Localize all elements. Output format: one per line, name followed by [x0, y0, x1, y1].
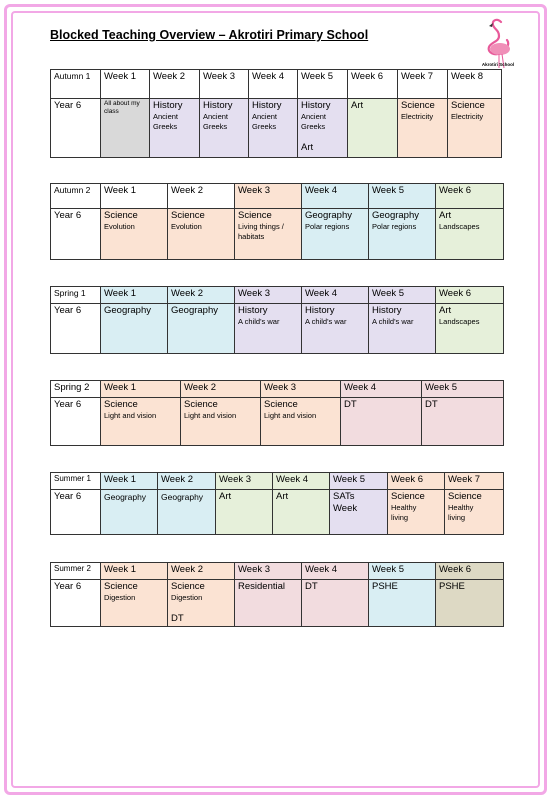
week-header: Week 4 — [341, 381, 422, 398]
week-header: Week 5 — [298, 70, 348, 99]
week-header: Week 6 — [436, 287, 504, 304]
week-header: Week 1 — [101, 287, 168, 304]
week-cell: DT — [341, 398, 422, 446]
week-cell: DT — [422, 398, 504, 446]
week-cell: Art Landscapes — [436, 304, 504, 354]
week-cell: SATs Week — [330, 490, 388, 535]
week-cell: Geography Polar regions — [302, 209, 369, 260]
week-cell: History A child's war — [369, 304, 436, 354]
week-header: Week 3 — [216, 473, 273, 490]
week-cell: Geography — [158, 490, 216, 535]
week-header: Week 7 — [445, 473, 504, 490]
week-cell: History Ancient Greeks Art — [298, 99, 348, 158]
week-header: Week 5 — [369, 563, 436, 580]
week-cell: DT — [302, 580, 369, 627]
year-label: Year 6 — [51, 209, 101, 260]
week-cell: Science Healthy living — [445, 490, 504, 535]
week-header: Week 6 — [436, 184, 504, 209]
week-cell: Science Digestion DT — [168, 580, 235, 627]
week-cell: History Ancient Greeks — [249, 99, 298, 158]
week-cell: Geography — [101, 490, 158, 535]
week-cell: Science Healthy living — [388, 490, 445, 535]
term-table-autumn-2 — [50, 183, 504, 260]
page-title: Blocked Teaching Overview – Akrotiri Primary School — [50, 28, 369, 42]
year-label: Year 6 — [51, 580, 101, 627]
term-table-summer-2 — [50, 562, 504, 627]
week-header: Week 1 — [101, 381, 181, 398]
week-header: Week 4 — [249, 70, 298, 99]
week-header: Week 6 — [348, 70, 398, 99]
week-header: Week 4 — [302, 563, 369, 580]
week-cell: History A child's war — [235, 304, 302, 354]
term-label: Spring 2 — [51, 381, 101, 398]
week-cell: Geography Polar regions — [369, 209, 436, 260]
week-cell: Science Light and vision — [101, 398, 181, 446]
week-header: Week 1 — [101, 70, 150, 99]
week-header: Week 1 — [101, 563, 168, 580]
week-cell: Science Light and vision — [181, 398, 261, 446]
term-table-spring-1 — [50, 286, 504, 354]
week-header: Week 4 — [302, 184, 369, 209]
year-label: Year 6 — [51, 490, 101, 535]
week-cell: Geography — [101, 304, 168, 354]
term-label: Autumn 1 — [51, 70, 101, 99]
week-header: Week 3 — [261, 381, 341, 398]
week-header: Week 4 — [302, 287, 369, 304]
week-cell: All about my class — [101, 99, 150, 158]
week-cell: Science Evolution — [168, 209, 235, 260]
week-header: Week 7 — [398, 70, 448, 99]
week-header: Week 2 — [158, 473, 216, 490]
week-header: Week 3 — [235, 184, 302, 209]
week-header: Week 6 — [388, 473, 445, 490]
week-cell: Science Electricity — [398, 99, 448, 158]
week-header: Week 8 — [448, 70, 502, 99]
week-cell: History Ancient Greeks — [150, 99, 200, 158]
week-cell: Residential — [235, 580, 302, 627]
week-cell: Science Light and vision — [261, 398, 341, 446]
logo-text: Akrotiri School — [481, 62, 515, 67]
week-cell: Art Landscapes — [436, 209, 504, 260]
week-header: Week 2 — [181, 381, 261, 398]
term-label: Autumn 2 — [51, 184, 101, 209]
term-table-autumn-1 — [50, 69, 502, 158]
week-header: Week 5 — [422, 381, 504, 398]
term-table-summer-1 — [50, 472, 504, 535]
week-header: Week 1 — [101, 473, 158, 490]
week-cell: Science Electricity — [448, 99, 502, 158]
week-cell: Art — [273, 490, 330, 535]
week-header: Week 2 — [168, 184, 235, 209]
week-header: Week 2 — [168, 563, 235, 580]
week-header: Week 5 — [369, 287, 436, 304]
week-cell: Science Evolution — [101, 209, 168, 260]
week-cell: Science Living things / habitats — [235, 209, 302, 260]
week-header: Week 3 — [235, 287, 302, 304]
week-header: Week 2 — [168, 287, 235, 304]
week-cell: History Ancient Greeks — [200, 99, 249, 158]
week-header: Week 6 — [436, 563, 504, 580]
week-header: Week 5 — [330, 473, 388, 490]
week-cell: Art — [348, 99, 398, 158]
week-header: Week 2 — [150, 70, 200, 99]
week-header: Week 3 — [200, 70, 249, 99]
week-cell: PSHE — [436, 580, 504, 627]
term-table-spring-2 — [50, 380, 504, 446]
week-header: Week 4 — [273, 473, 330, 490]
term-label: Summer 2 — [51, 563, 101, 580]
week-header: Week 3 — [235, 563, 302, 580]
term-label: Summer 1 — [51, 473, 101, 490]
week-cell: PSHE — [369, 580, 436, 627]
term-label: Spring 1 — [51, 287, 101, 304]
year-label: Year 6 — [51, 304, 101, 354]
week-header: Week 1 — [101, 184, 168, 209]
year-label: Year 6 — [51, 398, 101, 446]
week-cell: Science Digestion — [101, 580, 168, 627]
week-cell: Art — [216, 490, 273, 535]
week-header: Week 5 — [369, 184, 436, 209]
week-cell: History A child's war — [302, 304, 369, 354]
week-cell: Geography — [168, 304, 235, 354]
year-label: Year 6 — [51, 99, 101, 158]
